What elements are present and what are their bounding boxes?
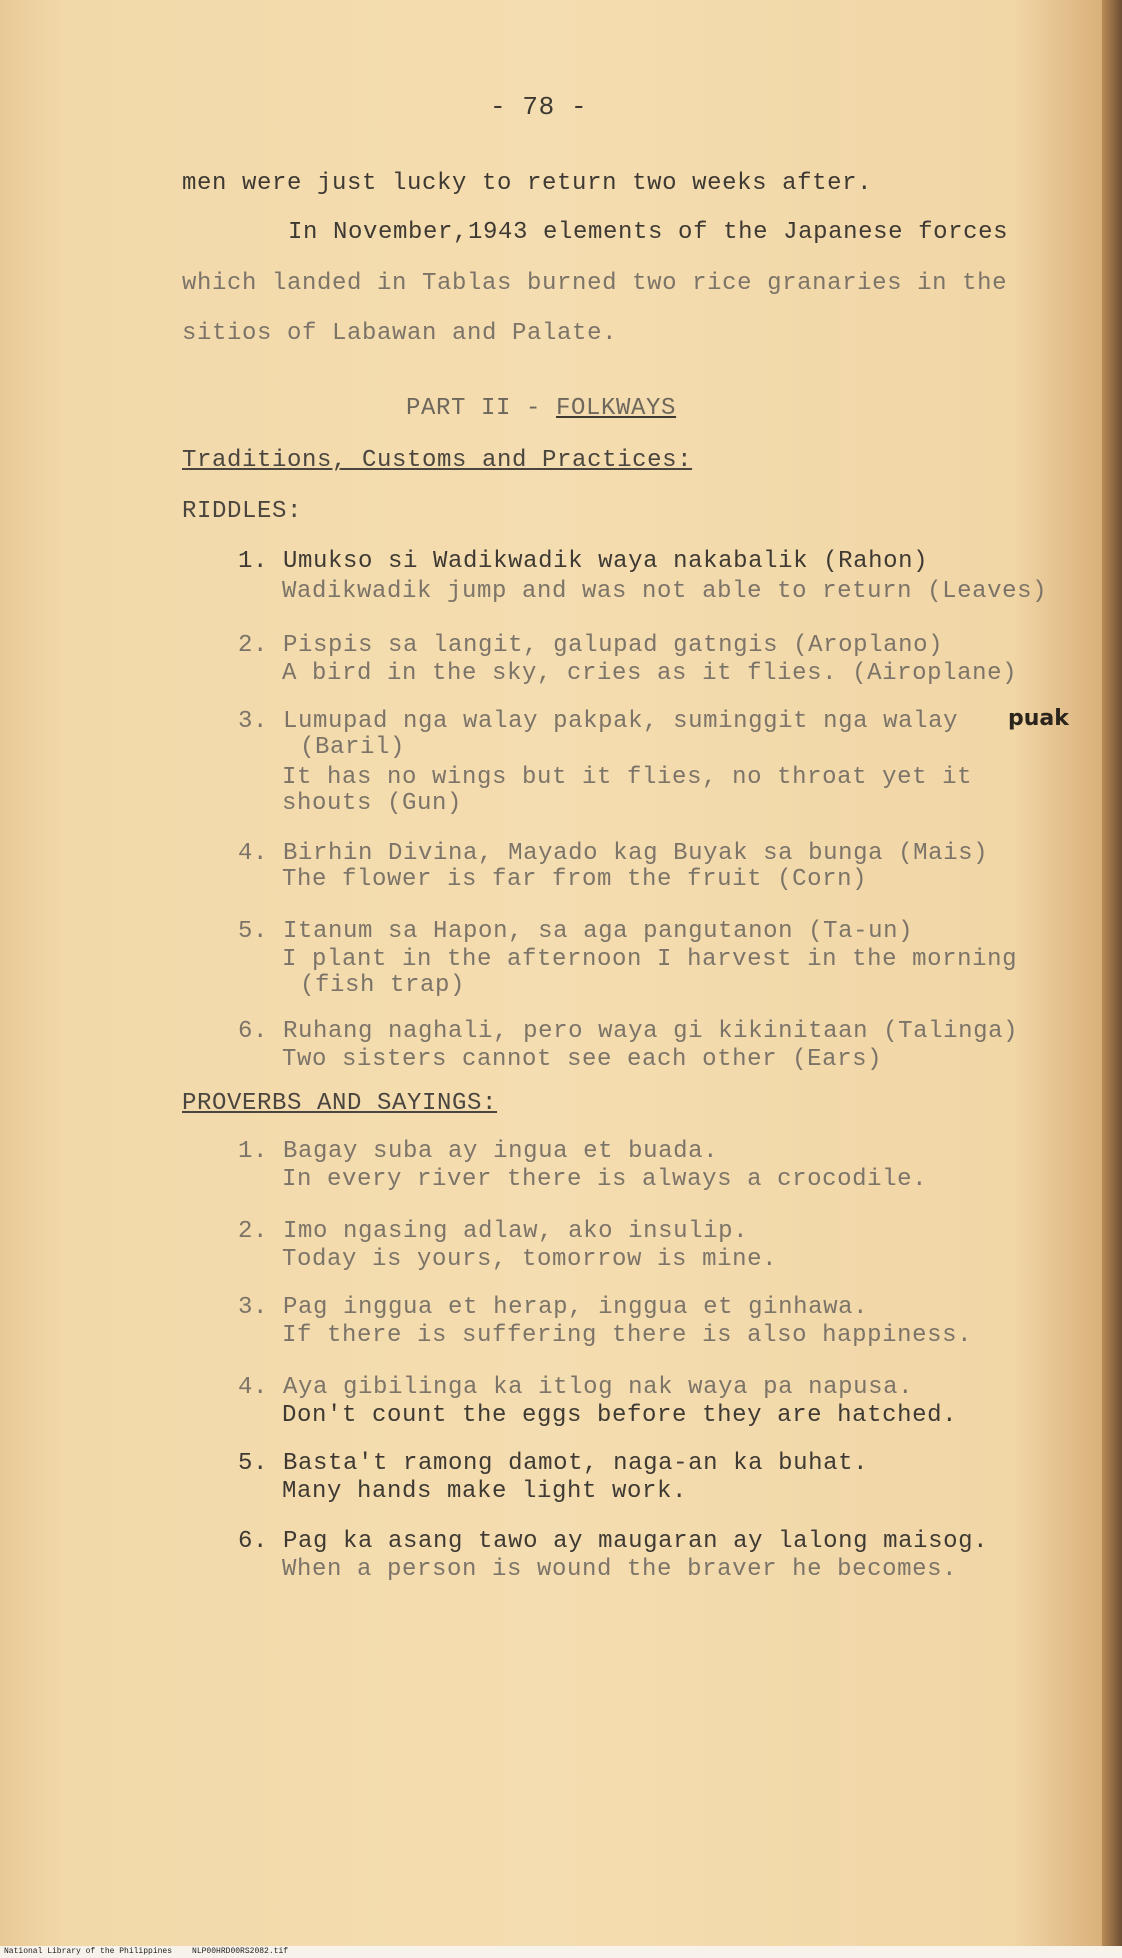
riddle-2-native: 2. Pispis sa langit, galupad gatngis (Aroplano) [238, 632, 944, 659]
riddle-5-english-cont: (fish trap) [300, 972, 466, 999]
proverb-5-native: 5. Basta't ramong damot, naga-an ka buhat. [238, 1450, 869, 1477]
proverb-3-native: 3. Pag inggua et herap, inggua et ginhawa. [238, 1294, 869, 1321]
riddle-3-english: It has no wings but it flies, no throat yet it [282, 764, 973, 791]
riddle-3-native-cont: (Baril) [300, 734, 406, 761]
riddle-1-native: 1. Umukso si Wadikwadik waya nakabalik (Rahon) [238, 548, 929, 575]
proverb-6-english: When a person is wound the braver he becomes. [282, 1556, 958, 1583]
riddle-3-native: 3. Lumupad nga walay pakpak, suminggit nga walay [238, 708, 959, 735]
scan-footer: National Library of the Philippines NLP00HRD00RS2082.tif [0, 1946, 1122, 1958]
proverbs-title: PROVERBS AND SAYINGS: [182, 1090, 498, 1117]
riddle-4-english: The flower is far from the fruit (Corn) [282, 866, 868, 893]
proverb-5-english: Many hands make light work. [282, 1478, 688, 1505]
riddle-6-english: Two sisters cannot see each other (Ears) [282, 1046, 883, 1073]
intro-line-4: sitios of Labawan and Palate. [182, 320, 618, 347]
part-title: FOLKWAYS [556, 395, 677, 422]
riddle-6-native: 6. Ruhang naghali, pero waya gi kikinitaan (Talinga) [238, 1018, 1019, 1045]
proverb-4-native: 4. Aya gibilinga ka itlog nak waya pa napusa. [238, 1374, 914, 1401]
proverb-2-english: Today is yours, tomorrow is mine. [282, 1246, 778, 1273]
riddle-5-native: 5. Itanum sa Hapon, sa aga pangutanon (Ta-un) [238, 918, 914, 945]
intro-line-2: In November,1943 elements of the Japanese forces [288, 219, 1009, 246]
proverb-1-native: 1. Bagay suba ay ingua et buada. [238, 1138, 719, 1165]
riddle-2-english: A bird in the sky, cries as it flies. (Airoplane) [282, 660, 1018, 687]
proverb-1-english: In every river there is always a crocodile. [282, 1166, 928, 1193]
proverb-6-native: 6. Pag ka asang tawo ay maugaran ay lalong maisog. [238, 1528, 989, 1555]
riddle-5-english: I plant in the afternoon I harvest in the morning [282, 946, 1018, 973]
riddle-1-english: Wadikwadik jump and was not able to return (Leaves) [282, 578, 1048, 605]
intro-line-1: men were just lucky to return two weeks after. [182, 170, 873, 197]
part-heading [406, 395, 676, 422]
proverb-3-english: If there is suffering there is also happiness. [282, 1322, 973, 1349]
page-edge [1102, 0, 1122, 1958]
handwritten-puak: puak [1008, 706, 1069, 731]
page-number: - 78 - [490, 92, 588, 122]
riddles-title: RIDDLES: [182, 498, 303, 525]
proverb-4-english: Don't count the eggs before they are hatched. [282, 1402, 958, 1429]
intro-line-3: which landed in Tablas burned two rice granaries in the [182, 270, 1008, 297]
riddle-3-english-cont: shouts (Gun) [282, 790, 463, 817]
proverb-2-native: 2. Imo ngasing adlaw, ako insulip. [238, 1218, 749, 1245]
part-prefix: PART II - [406, 395, 557, 422]
riddle-4-native: 4. Birhin Divina, Mayado kag Buyak sa bunga (Mais) [238, 840, 989, 867]
section-title: Traditions, Customs and Practices: [182, 447, 693, 474]
